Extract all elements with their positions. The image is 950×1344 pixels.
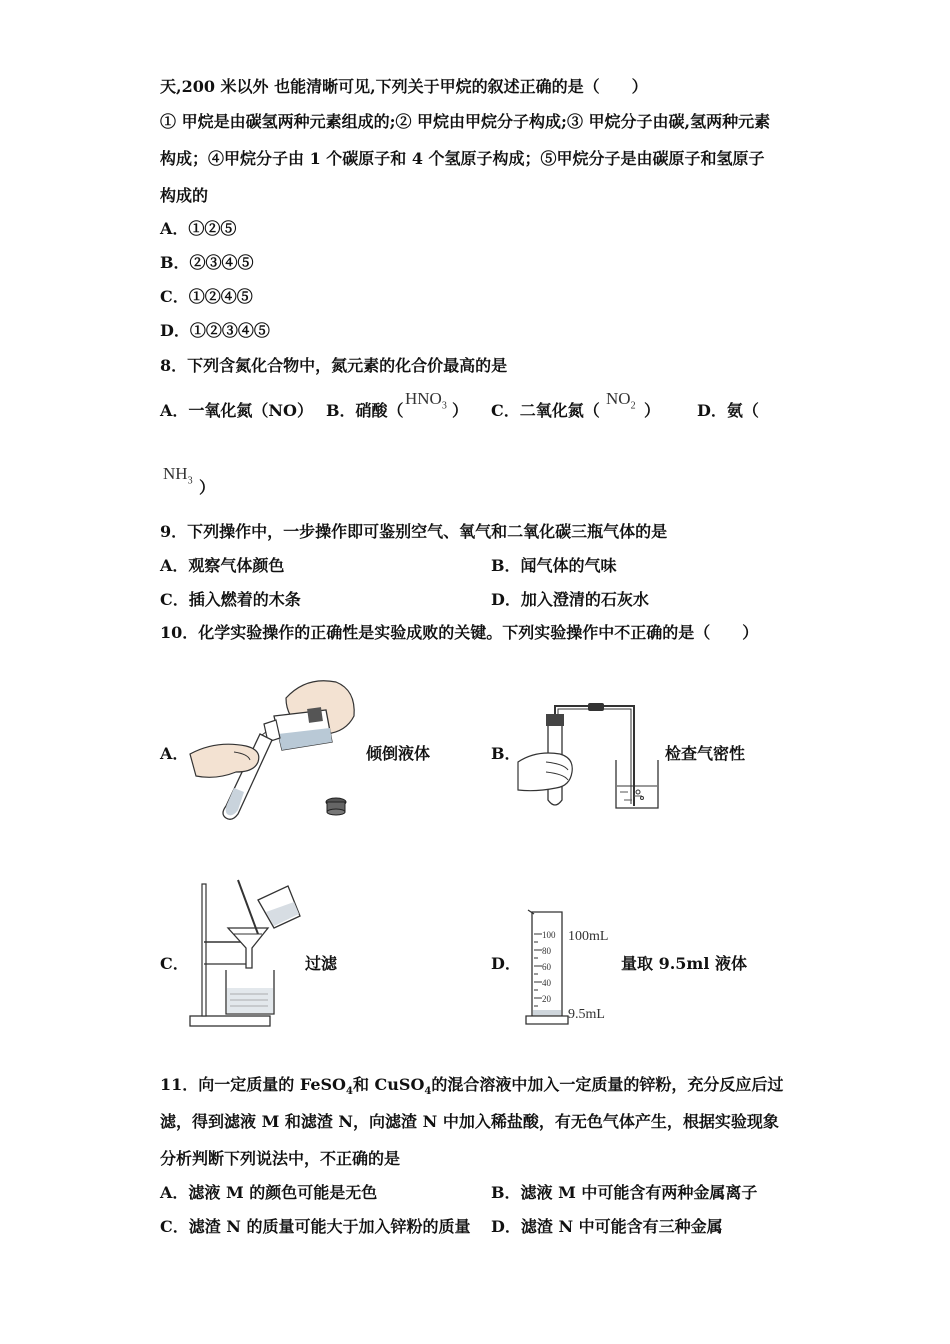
q10-option-a-caption: 倾倒液体 [366,744,431,763]
q8-hno3-formula: $HNO_3$ [405,389,447,412]
cyl-label-9-5ml: 9.5mL [568,1007,605,1022]
cyl-tick-20: 20 [542,994,551,1004]
q7-option-a: A．①②⑤ [160,219,237,238]
q11-option-a: A．滤液 M 的颜色可能是无色 [160,1183,378,1202]
cyl-tick-100: 100 [542,930,556,940]
q10-option-b-caption: 检查气密性 [665,744,746,763]
q7-stem-line1: 天,200 米以外 也能清晰可见,下列关于甲烷的叙述正确的是（ ） [160,77,648,96]
cyl-tick-60: 60 [542,962,551,972]
q8-option-c-prefix: C．二氧化氮（ [491,401,600,420]
q11-option-b: B．滤液 M 中可能含有两种金属离子 [491,1183,758,1202]
cyl-tick-40: 40 [542,978,551,988]
q8-option-b-prefix: B．硝酸（ [326,401,404,420]
q9-option-b: B．闻气体的气味 [491,556,617,575]
airtightness-check-figure [516,700,666,815]
q8-option-d-suffix: ） [199,478,216,497]
q7-stem-line4: 构成的 [160,186,209,205]
cyl-label-100ml: 100mL [568,929,609,944]
q10-option-d-caption: 量取 9.5ml 液体 [621,954,747,973]
q9-option-d: D．加入澄清的石灰水 [491,590,649,609]
q11-option-d: D．滤渣 N 中可能含有三种金属 [491,1217,723,1236]
q9-option-a: A．观察气体颜色 [160,556,285,575]
graduated-cylinder-figure [520,906,620,1032]
cyl-tick-80: 80 [542,946,551,956]
q7-stem-line3: 构成；④甲烷分子由 1 个碳原子和 4 个氢原子构成；⑤甲烷分子是由碳原子和氢原子 [160,149,765,168]
q10-option-b-label: B． [491,744,521,763]
q11-stem-line1: 11．向一定质量的 FeSO$_4$和 CuSO$_4$的混合溶液中加入一定质量的锌粉，充分反应后过 [160,1075,784,1098]
q10-stem: 10．化学实验操作的正确性是实验成败的关键。下列实验操作中不正确的是（ ） [160,623,759,642]
q9-option-c: C．插入燃着的木条 [160,590,301,609]
q7-option-b: B．②③④⑤ [160,253,254,272]
q8-option-d-prefix: D．氨（ [697,401,759,420]
q8-nh3-formula: $NH_3$ [163,464,193,487]
q10-option-c-caption: 过滤 [305,954,338,973]
q8-option-b-suffix: ） [452,401,469,420]
q8-no2-formula: $NO_2$ [606,389,636,412]
filtration-figure [188,876,304,1031]
q10-option-d-label: D． [491,954,521,973]
q7-stem-line2: ① 甲烷是由碳氢两种元素组成的;② 甲烷由甲烷分子构成;③ 甲烷分子由碳,氢两种元素 [160,112,771,131]
q7-option-d: D．①②③④⑤ [160,321,270,340]
q11-option-c: C．滤渣 N 的质量可能大于加入锌粉的质量 [160,1217,471,1236]
q10-option-c-label: C． [160,954,189,973]
q8-option-a: A．一氧化氮（NO） [160,401,313,420]
q8-stem: 8．下列含氮化合物中，氮元素的化合价最高的是 [160,356,508,375]
q11-stem-line2: 滤，得到滤液 M 和滤渣 N，向滤渣 N 中加入稀盐酸，有无色气体产生，根据实验现象 [160,1112,779,1131]
q10-option-a-label: A． [160,744,189,763]
pour-liquid-figure [186,668,366,823]
q7-option-c: C．①②④⑤ [160,287,253,306]
q9-stem: 9．下列操作中，一步操作即可鉴别空气、氧气和二氧化碳三瓶气体的是 [160,522,668,541]
q8-option-c-suffix: ） [644,401,661,420]
q11-stem-line3: 分析判断下列说法中，不正确的是 [160,1149,401,1168]
